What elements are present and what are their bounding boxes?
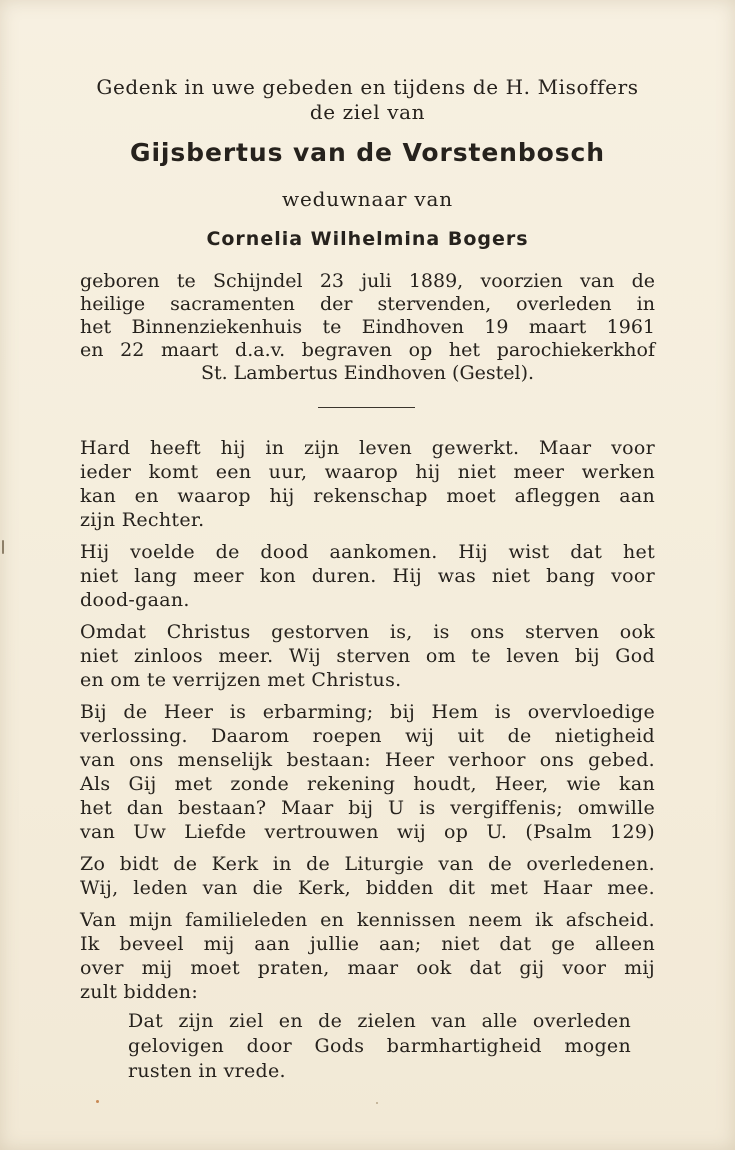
text-line: en om te verrijzen met Christus. xyxy=(80,669,402,691)
prayer-line: gelovigen door Gods barmhartigheid mogen xyxy=(128,1035,631,1057)
deceased-name: Gijsbertus van de Vorstenbosch xyxy=(130,138,605,167)
biography-line: St. Lambertus Eindhoven (Gestel). xyxy=(200,362,535,384)
text-line: ieder komt een uur, waarop hij niet meer werken xyxy=(80,461,655,483)
relation-label: weduwnaar van xyxy=(282,187,453,211)
text-line: Als Gij met zonde rekening houdt, Heer, wie kan xyxy=(80,773,655,795)
text-line: Hard heeft hij in zijn leven gewerkt. Maar voor xyxy=(80,437,655,459)
text-line: kan en waarop hij rekenschap moet afleggen aan xyxy=(80,485,655,507)
biography xyxy=(80,270,655,385)
text-line: het dan bestaan? Maar bij U is vergiffenis; omwille xyxy=(80,797,655,819)
text-line: zijn Rechter. xyxy=(80,509,205,531)
divider-rule xyxy=(318,407,415,408)
paragraph-farewell xyxy=(80,908,655,1004)
text-line: Ik beveel mij aan jullie aan; niet dat ge alleen xyxy=(80,933,655,955)
closing-prayer xyxy=(128,1009,631,1084)
text-line: Van mijn familieleden en kennissen neem ik afscheid. xyxy=(80,909,655,931)
text-line: zult bidden: xyxy=(80,981,199,1003)
biography-line: heilige sacramenten der stervenden, overleden in xyxy=(80,293,655,315)
biography-line: het Binnenziekenhuis te Eindhoven 19 maart 1961 xyxy=(80,316,655,338)
meditation-text xyxy=(80,436,655,1012)
biography-line: geboren te Schijndel 23 juli 1889, voorzien van de xyxy=(80,270,655,292)
text-line: niet zinloos meer. Wij sterven om te leven bij God xyxy=(80,645,655,667)
paragraph-christ xyxy=(80,620,655,692)
text-line: van ons menselijk bestaan: Heer verhoor ons gebed. xyxy=(80,749,655,771)
paper-speck xyxy=(96,1100,99,1103)
paragraph-death xyxy=(80,540,655,612)
spouse-name: Cornelia Wilhelmina Bogers xyxy=(206,228,529,250)
intro-line-2: de ziel van xyxy=(309,100,426,124)
paragraph-church xyxy=(80,852,655,900)
text-line: Omdat Christus gestorven is, is ons sterven ook xyxy=(80,621,655,643)
text-line: Zo bidt de Kerk in de Liturgie van de overledenen. xyxy=(80,853,655,875)
text-line: Bij de Heer is erbarming; bij Hem is overvloedige xyxy=(80,701,655,723)
text-line: niet lang meer kon duren. Hij was niet bang voor xyxy=(80,565,655,587)
text-line: over mij moet praten, maar ook dat gij voor mij xyxy=(80,957,655,979)
prayer-line: Dat zijn ziel en de zielen van alle overleden xyxy=(128,1010,631,1032)
paper-mark xyxy=(2,540,4,554)
intro-line-1: Gedenk in uwe gebeden en tijdens de H. Misoffers xyxy=(96,75,639,99)
text-line: dood-gaan. xyxy=(80,589,190,611)
paper-speck xyxy=(376,1102,378,1104)
text-line: van Uw Liefde vertrouwen wij op U. (Psalm 129) xyxy=(80,821,655,843)
biography-line: en 22 maart d.a.v. begraven op het parochiekerkhof xyxy=(80,339,655,361)
paragraph-work xyxy=(80,436,655,532)
paragraph-psalm xyxy=(80,700,655,844)
text-line: verlossing. Daarom roepen wij uit de nietigheid xyxy=(80,725,655,747)
prayer-line: rusten in vrede. xyxy=(128,1060,286,1082)
text-line: Hij voelde de dood aankomen. Hij wist dat het xyxy=(80,541,655,563)
text-line: Wij, leden van die Kerk, bidden dit met Haar mee. xyxy=(80,877,655,899)
